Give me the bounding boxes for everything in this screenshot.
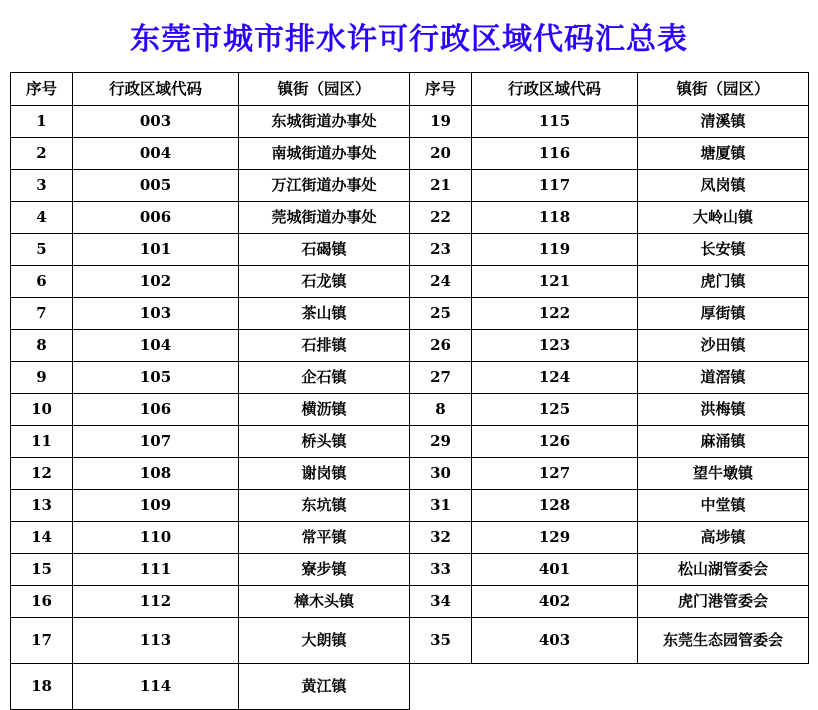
table-row — [11, 266, 809, 298]
table-row — [11, 106, 809, 138]
cell-town-right: 虎门镇 — [638, 266, 809, 298]
cell-town-left: 黄江镇 — [239, 664, 410, 710]
cell-code-left: 101 — [73, 234, 239, 266]
cell-seq-right: 32 — [410, 522, 472, 554]
cell-seq-left: 8 — [11, 330, 73, 362]
table-row — [11, 202, 809, 234]
cell-town-left: 茶山镇 — [239, 298, 410, 330]
column-header-town-right: 镇街（园区） — [638, 73, 809, 106]
cell-seq-left: 12 — [11, 458, 73, 490]
cell-town-left: 石龙镇 — [239, 266, 410, 298]
cell-seq-right: 8 — [410, 394, 472, 426]
cell-code-right: 403 — [472, 618, 638, 664]
cell-seq-right: 29 — [410, 426, 472, 458]
column-header-town-left: 镇街（园区） — [239, 73, 410, 106]
cell-code-left: 105 — [73, 362, 239, 394]
cell-empty — [410, 664, 472, 710]
cell-code-right: 118 — [472, 202, 638, 234]
cell-code-right: 124 — [472, 362, 638, 394]
cell-seq-left: 3 — [11, 170, 73, 202]
cell-town-right: 松山湖管委会 — [638, 554, 809, 586]
cell-code-left: 107 — [73, 426, 239, 458]
cell-seq-right: 35 — [410, 618, 472, 664]
cell-seq-left: 7 — [11, 298, 73, 330]
table-header-row — [11, 73, 809, 106]
cell-code-left: 003 — [73, 106, 239, 138]
cell-seq-right: 34 — [410, 586, 472, 618]
cell-code-left: 114 — [73, 664, 239, 710]
cell-town-right: 塘厦镇 — [638, 138, 809, 170]
column-header-code-right: 行政区域代码 — [472, 73, 638, 106]
table-row — [11, 426, 809, 458]
cell-code-right: 402 — [472, 586, 638, 618]
cell-seq-left: 1 — [11, 106, 73, 138]
cell-code-right: 115 — [472, 106, 638, 138]
cell-code-left: 110 — [73, 522, 239, 554]
cell-town-right: 凤岗镇 — [638, 170, 809, 202]
cell-seq-left: 16 — [11, 586, 73, 618]
cell-town-left: 东城街道办事处 — [239, 106, 410, 138]
cell-town-left: 谢岗镇 — [239, 458, 410, 490]
cell-town-right: 沙田镇 — [638, 330, 809, 362]
column-header-code-left: 行政区域代码 — [73, 73, 239, 106]
cell-seq-right: 20 — [410, 138, 472, 170]
table-row — [11, 664, 809, 710]
cell-town-right: 高埗镇 — [638, 522, 809, 554]
cell-town-left: 大朗镇 — [239, 618, 410, 664]
cell-seq-right: 26 — [410, 330, 472, 362]
cell-town-left: 莞城街道办事处 — [239, 202, 410, 234]
cell-town-right: 望牛墩镇 — [638, 458, 809, 490]
cell-seq-right: 25 — [410, 298, 472, 330]
cell-seq-right: 19 — [410, 106, 472, 138]
cell-town-right: 东莞生态园管委会 — [638, 618, 809, 664]
cell-seq-left: 5 — [11, 234, 73, 266]
table-body — [11, 106, 809, 710]
cell-town-left: 常平镇 — [239, 522, 410, 554]
cell-seq-right: 23 — [410, 234, 472, 266]
cell-town-right: 长安镇 — [638, 234, 809, 266]
cell-town-left: 石排镇 — [239, 330, 410, 362]
cell-seq-right: 30 — [410, 458, 472, 490]
cell-code-left: 113 — [73, 618, 239, 664]
cell-town-left: 樟木头镇 — [239, 586, 410, 618]
cell-code-right: 116 — [472, 138, 638, 170]
cell-code-left: 006 — [73, 202, 239, 234]
cell-seq-left: 13 — [11, 490, 73, 522]
table-row — [11, 138, 809, 170]
cell-code-right: 121 — [472, 266, 638, 298]
cell-town-right: 道滘镇 — [638, 362, 809, 394]
cell-town-left: 桥头镇 — [239, 426, 410, 458]
cell-code-right: 401 — [472, 554, 638, 586]
table-container — [0, 72, 818, 710]
cell-town-left: 东坑镇 — [239, 490, 410, 522]
table-row — [11, 234, 809, 266]
cell-seq-left: 4 — [11, 202, 73, 234]
table-row — [11, 394, 809, 426]
cell-town-left: 横沥镇 — [239, 394, 410, 426]
cell-town-left: 企石镇 — [239, 362, 410, 394]
cell-code-left: 102 — [73, 266, 239, 298]
table-row — [11, 586, 809, 618]
cell-town-right: 虎门港管委会 — [638, 586, 809, 618]
cell-seq-right: 21 — [410, 170, 472, 202]
cell-code-right: 129 — [472, 522, 638, 554]
region-code-table — [10, 72, 809, 710]
cell-code-right: 123 — [472, 330, 638, 362]
cell-code-left: 109 — [73, 490, 239, 522]
cell-code-left: 004 — [73, 138, 239, 170]
table-row — [11, 522, 809, 554]
page-title: 东莞市城市排水许可行政区域代码汇总表 — [130, 22, 688, 57]
cell-code-left: 005 — [73, 170, 239, 202]
cell-seq-left: 6 — [11, 266, 73, 298]
cell-seq-left: 10 — [11, 394, 73, 426]
cell-town-right: 清溪镇 — [638, 106, 809, 138]
cell-code-left: 104 — [73, 330, 239, 362]
table-row — [11, 554, 809, 586]
cell-town-right: 麻涌镇 — [638, 426, 809, 458]
cell-code-right: 128 — [472, 490, 638, 522]
cell-seq-left: 15 — [11, 554, 73, 586]
cell-code-left: 103 — [73, 298, 239, 330]
column-header-seq-right: 序号 — [410, 73, 472, 106]
table-row — [11, 490, 809, 522]
cell-town-right: 洪梅镇 — [638, 394, 809, 426]
cell-seq-right: 27 — [410, 362, 472, 394]
cell-code-left: 112 — [73, 586, 239, 618]
cell-seq-left: 18 — [11, 664, 73, 710]
cell-town-left: 寮步镇 — [239, 554, 410, 586]
cell-seq-right: 22 — [410, 202, 472, 234]
cell-code-right: 122 — [472, 298, 638, 330]
cell-seq-left: 14 — [11, 522, 73, 554]
cell-code-right: 126 — [472, 426, 638, 458]
cell-code-right: 125 — [472, 394, 638, 426]
cell-code-left: 108 — [73, 458, 239, 490]
table-row — [11, 618, 809, 664]
cell-town-right: 厚街镇 — [638, 298, 809, 330]
table-row — [11, 298, 809, 330]
cell-town-left: 石碣镇 — [239, 234, 410, 266]
cell-code-left: 111 — [73, 554, 239, 586]
cell-seq-left: 11 — [11, 426, 73, 458]
cell-empty — [472, 664, 638, 710]
cell-empty — [638, 664, 809, 710]
column-header-seq-left: 序号 — [11, 73, 73, 106]
cell-seq-right: 33 — [410, 554, 472, 586]
table-row — [11, 362, 809, 394]
cell-code-right: 117 — [472, 170, 638, 202]
cell-code-right: 119 — [472, 234, 638, 266]
table-row — [11, 330, 809, 362]
cell-town-right: 大岭山镇 — [638, 202, 809, 234]
cell-seq-left: 9 — [11, 362, 73, 394]
cell-seq-left: 2 — [11, 138, 73, 170]
cell-town-left: 万江街道办事处 — [239, 170, 410, 202]
table-row — [11, 170, 809, 202]
table-row — [11, 458, 809, 490]
cell-town-left: 南城街道办事处 — [239, 138, 410, 170]
cell-seq-left: 17 — [11, 618, 73, 664]
cell-code-left: 106 — [73, 394, 239, 426]
cell-seq-right: 24 — [410, 266, 472, 298]
cell-code-right: 127 — [472, 458, 638, 490]
cell-seq-right: 31 — [410, 490, 472, 522]
cell-town-right: 中堂镇 — [638, 490, 809, 522]
